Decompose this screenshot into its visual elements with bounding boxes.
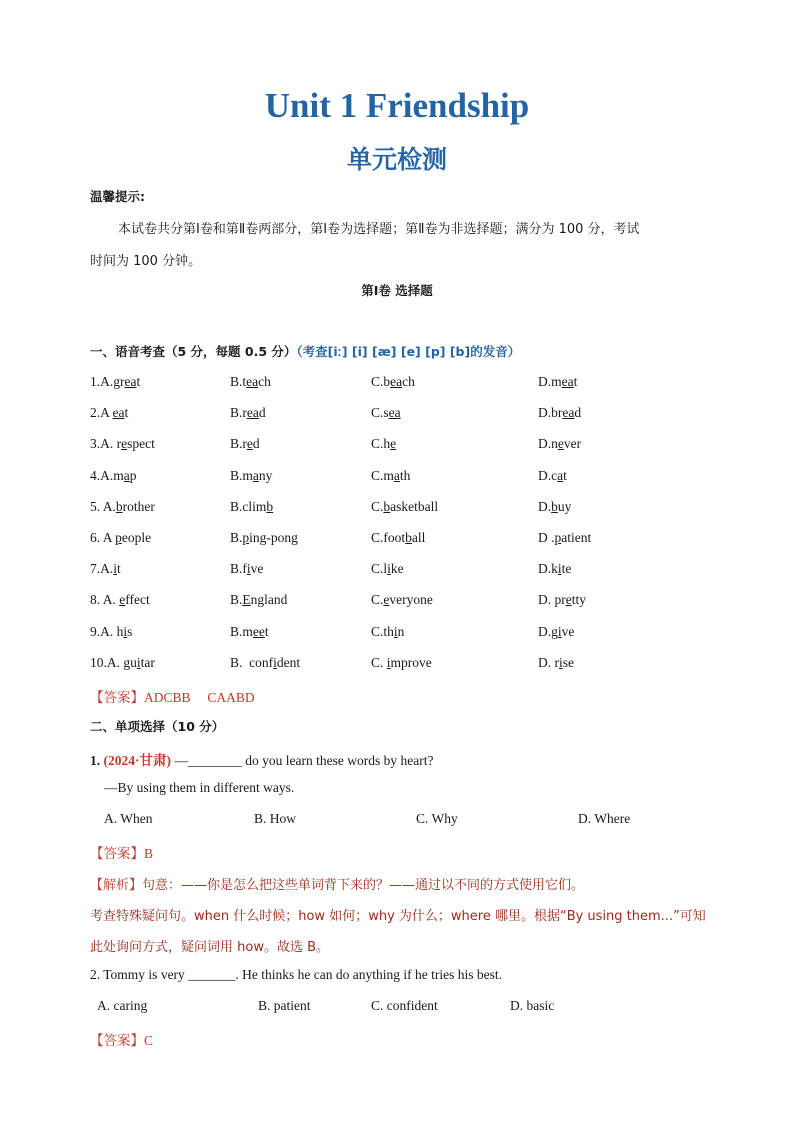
option-text: C. (371, 655, 387, 670)
q2-option-c: C. confident (371, 998, 438, 1013)
phonetic-option (538, 624, 574, 640)
underlined-letters: e (119, 592, 126, 607)
answer-tag: 【答案】 (90, 690, 144, 706)
phonetic-option (230, 530, 298, 546)
underlined-letters: i (387, 561, 391, 576)
phonetic-option (538, 405, 581, 421)
phonetic-option (230, 592, 287, 608)
option-text: 5. A. (90, 499, 116, 514)
option-text: B. (230, 592, 243, 607)
option-text: te (561, 561, 572, 576)
option-text: C.th (371, 624, 394, 639)
phonetic-option (90, 468, 137, 484)
phonetic-option (538, 592, 586, 608)
option-text: B.m (230, 468, 253, 483)
option-text: 4.A.m (90, 468, 124, 483)
phonetic-option (230, 468, 272, 484)
option-text: ver (563, 436, 582, 451)
q1-source: (2024·甘肃) (103, 753, 171, 768)
option-text: eople (121, 530, 152, 545)
option-text: t (124, 405, 129, 420)
underlined-letters: ea (124, 374, 137, 389)
q1-option-d: D. Where (578, 811, 631, 826)
option-text: mprove (390, 655, 432, 670)
option-text: B.r (230, 405, 247, 420)
phonetic-option (230, 374, 271, 390)
q1-analysis-line-3: 此处询问方式，疑问词用 how。故选 B。 (90, 940, 330, 955)
underlined-letters: ea (388, 405, 401, 420)
answer-tag: 【答案】 (90, 1033, 144, 1049)
option-text: th (399, 468, 411, 483)
q1-analysis-line-1 (90, 874, 584, 893)
phonetic-option (371, 405, 401, 421)
option-text: 9.A. h (90, 624, 124, 639)
option-text: C.b (371, 374, 391, 389)
underlined-letters: p (242, 530, 250, 545)
phonetic-option (90, 530, 151, 546)
option-text: 3.A. r (90, 436, 122, 451)
page-subtitle: 单元检测 (346, 145, 447, 174)
option-text: ve (250, 561, 264, 576)
tip-line-1: 本试卷共分第Ⅰ卷和第Ⅱ卷两部分，第Ⅰ卷为选择题；第Ⅱ卷为非选择题；满分为 100 分，考试 (118, 222, 640, 237)
underlined-letters: i (123, 624, 128, 639)
underlined-letters: i (557, 561, 562, 576)
q1-analysis-line-2: 考查特殊疑问句。when 什么时候；how 如何；why 为什么；where 哪里。根据“By using them...”可知 (90, 909, 706, 924)
underlined-letters: i (113, 561, 118, 576)
section1-answer (90, 686, 255, 706)
option-text: C. (371, 499, 384, 514)
phonetic-option (538, 468, 567, 484)
underlined-letters: e (565, 592, 572, 607)
option-text: all (411, 530, 426, 545)
phonetic-option (538, 374, 577, 390)
underlined-letters: i (557, 624, 562, 639)
option-text: 7.A. (90, 561, 114, 576)
analysis-tag: 【解析】 (90, 878, 143, 893)
option-text: t (264, 624, 269, 639)
option-text: 8. A. (90, 592, 120, 607)
q1-reply: —By using them in different ways. (104, 780, 295, 795)
option-text: spect (127, 436, 155, 451)
underlined-letters: i (273, 655, 277, 670)
underlined-letters: b (266, 499, 274, 514)
q1-stem (90, 749, 433, 769)
underlined-letters: b (115, 499, 123, 514)
phonetic-option (90, 405, 128, 421)
analysis-text: 句意：——你是怎么把这些单词背下来的？——通过以不同的方式使用它们。 (142, 878, 585, 893)
q2-stem: 2. Tommy is very _______. He thinks he can do anything if he tries his best. (90, 967, 503, 982)
phonetic-option (538, 436, 581, 452)
underlined-letters: e (383, 592, 390, 607)
option-text: ffect (125, 592, 150, 607)
option-text: d (574, 405, 582, 420)
underlined-letters: E (242, 592, 251, 607)
underlined-letters: ee (252, 624, 265, 639)
underlined-letters: i (136, 655, 141, 670)
section2-heading: 二、单项选择（10 分） (90, 719, 225, 734)
option-text: ngland (250, 592, 288, 607)
phonetic-option (90, 374, 140, 390)
q1-answer (90, 842, 153, 862)
option-text: rother (122, 499, 155, 514)
phonetic-option (230, 405, 266, 421)
phonetic-option (538, 530, 591, 546)
option-text: ing-pong (249, 530, 298, 545)
phonetic-option (90, 436, 155, 452)
option-text: D.g (538, 624, 558, 639)
phonetic-option (90, 624, 132, 640)
option-text: ch (258, 374, 271, 389)
phonetic-option (230, 624, 269, 640)
phonetic-option (230, 655, 300, 671)
option-text: t (136, 374, 141, 389)
phonetic-option (90, 499, 155, 515)
q1-number: 1. (90, 753, 104, 768)
underlined-letters: ea (246, 405, 259, 420)
phonetic-option (90, 561, 121, 577)
underlined-letters: e (390, 436, 397, 451)
option-text: t (563, 468, 567, 483)
option-text: C.m (371, 468, 394, 483)
q2-option-a: A. caring (97, 998, 148, 1013)
option-text: p (129, 468, 137, 483)
option-text: B. conf (230, 655, 274, 670)
q1-option-b: B. How (254, 811, 297, 826)
option-text: C.s (371, 405, 389, 420)
option-text: C.l (371, 561, 388, 576)
phonetic-option (538, 499, 571, 515)
q2-answer (90, 1029, 153, 1049)
section1-title: 一、语音考查（5 分，每题 0.5 分） (90, 344, 297, 359)
option-text: D.k (538, 561, 558, 576)
underlined-letters: i (559, 655, 563, 670)
answer-tag: 【答案】 (90, 846, 144, 862)
option-text: 2.A (90, 405, 113, 420)
q1-stem-text: —________ do you learn these words by heart? (171, 753, 434, 768)
underlined-letters: a (393, 468, 400, 483)
underlined-letters: b (551, 499, 558, 514)
option-text: D . (538, 530, 555, 545)
option-text: s (127, 624, 133, 639)
option-text: tar (140, 655, 155, 670)
option-text: D. pr (538, 592, 566, 607)
option-text: t (573, 374, 578, 389)
q1-option-c: C. Why (416, 811, 458, 826)
section1-heading (90, 342, 520, 360)
option-text: uy (557, 499, 572, 514)
phonetic-option (538, 655, 574, 671)
q1-option-a: A. When (104, 811, 153, 826)
option-text: D.n (538, 436, 558, 451)
option-text: C.foot (371, 530, 406, 545)
option-text: D.c (538, 468, 558, 483)
underlined-letters: ea (390, 374, 403, 389)
option-text: asketball (390, 499, 439, 514)
q2-option-d: D. basic (510, 998, 555, 1013)
underlined-letters: e (121, 436, 128, 451)
underlined-letters: p (115, 530, 122, 545)
option-text: ve (561, 624, 575, 639)
answer-text: ADCBB CAABD (144, 690, 255, 705)
option-text: dent (276, 655, 301, 670)
phonetic-option (371, 592, 433, 608)
option-text: atient (561, 530, 592, 545)
answer-text: B (144, 846, 154, 861)
answer-text: C (144, 1033, 154, 1048)
underlined-letters: ea (562, 405, 575, 420)
option-text: ny (258, 468, 273, 483)
option-text: B.t (230, 374, 247, 389)
option-text: t (117, 561, 121, 576)
underlined-letters: b (405, 530, 412, 545)
option-text: d (252, 436, 260, 451)
phonetic-option (230, 499, 273, 515)
option-text: 1.A.gr (90, 374, 125, 389)
option-text: se (562, 655, 575, 670)
phonetic-option (371, 374, 415, 390)
underlined-letters: a (123, 468, 130, 483)
phonetic-option (371, 530, 425, 546)
volume-heading: 第Ⅰ卷 选择题 (361, 283, 433, 298)
option-text: C.h (371, 436, 391, 451)
underlined-letters: e (246, 436, 253, 451)
underlined-letters: i (393, 624, 398, 639)
phonetic-option (371, 499, 438, 515)
option-text: D.m (538, 374, 562, 389)
underlined-letters: a (252, 468, 259, 483)
section1-focus: （考查[iː] [i] [æ] [e] [p] [b]的发音） (296, 344, 521, 359)
option-text: ch (402, 374, 415, 389)
underlined-letters: ea (561, 374, 574, 389)
option-text: B. (230, 530, 243, 545)
q2-option-b: B. patient (258, 998, 311, 1013)
underlined-letters: e (557, 436, 564, 451)
tip-line-2: 时间为 100 分钟。 (90, 254, 202, 269)
underlined-letters: i (246, 561, 251, 576)
phonetic-option (371, 436, 396, 452)
phonetic-option (90, 592, 150, 608)
phonetic-option (538, 561, 571, 577)
option-text: 10.A. gu (90, 655, 137, 670)
option-text: B.r (230, 436, 247, 451)
option-text: 6. A (90, 530, 116, 545)
option-text: ke (390, 561, 404, 576)
option-text: C. (371, 592, 384, 607)
phonetic-option (371, 561, 404, 577)
option-text: n (397, 624, 405, 639)
option-text: B.clim (230, 499, 267, 514)
underlined-letters: i (386, 655, 391, 670)
phonetic-option (371, 624, 404, 640)
underlined-letters: ea (112, 405, 125, 420)
underlined-letters: b (383, 499, 391, 514)
phonetic-option (371, 468, 410, 484)
page-title: Unit 1 Friendship (264, 86, 530, 125)
option-text: B.f (230, 561, 247, 576)
option-text: d (258, 405, 266, 420)
option-text: veryone (389, 592, 433, 607)
phonetic-option (90, 655, 155, 671)
tip-heading: 温馨提示: (90, 189, 145, 204)
phonetic-option (371, 655, 432, 671)
underlined-letters: p (554, 530, 562, 545)
underlined-letters: a (557, 468, 564, 483)
option-text: tty (571, 592, 587, 607)
phonetic-option (230, 436, 260, 452)
option-text: B.m (230, 624, 253, 639)
option-text: D. (538, 499, 552, 514)
underlined-letters: ea (246, 374, 259, 389)
option-text: D. r (538, 655, 559, 670)
option-text: D.br (538, 405, 563, 420)
phonetic-option (230, 561, 263, 577)
